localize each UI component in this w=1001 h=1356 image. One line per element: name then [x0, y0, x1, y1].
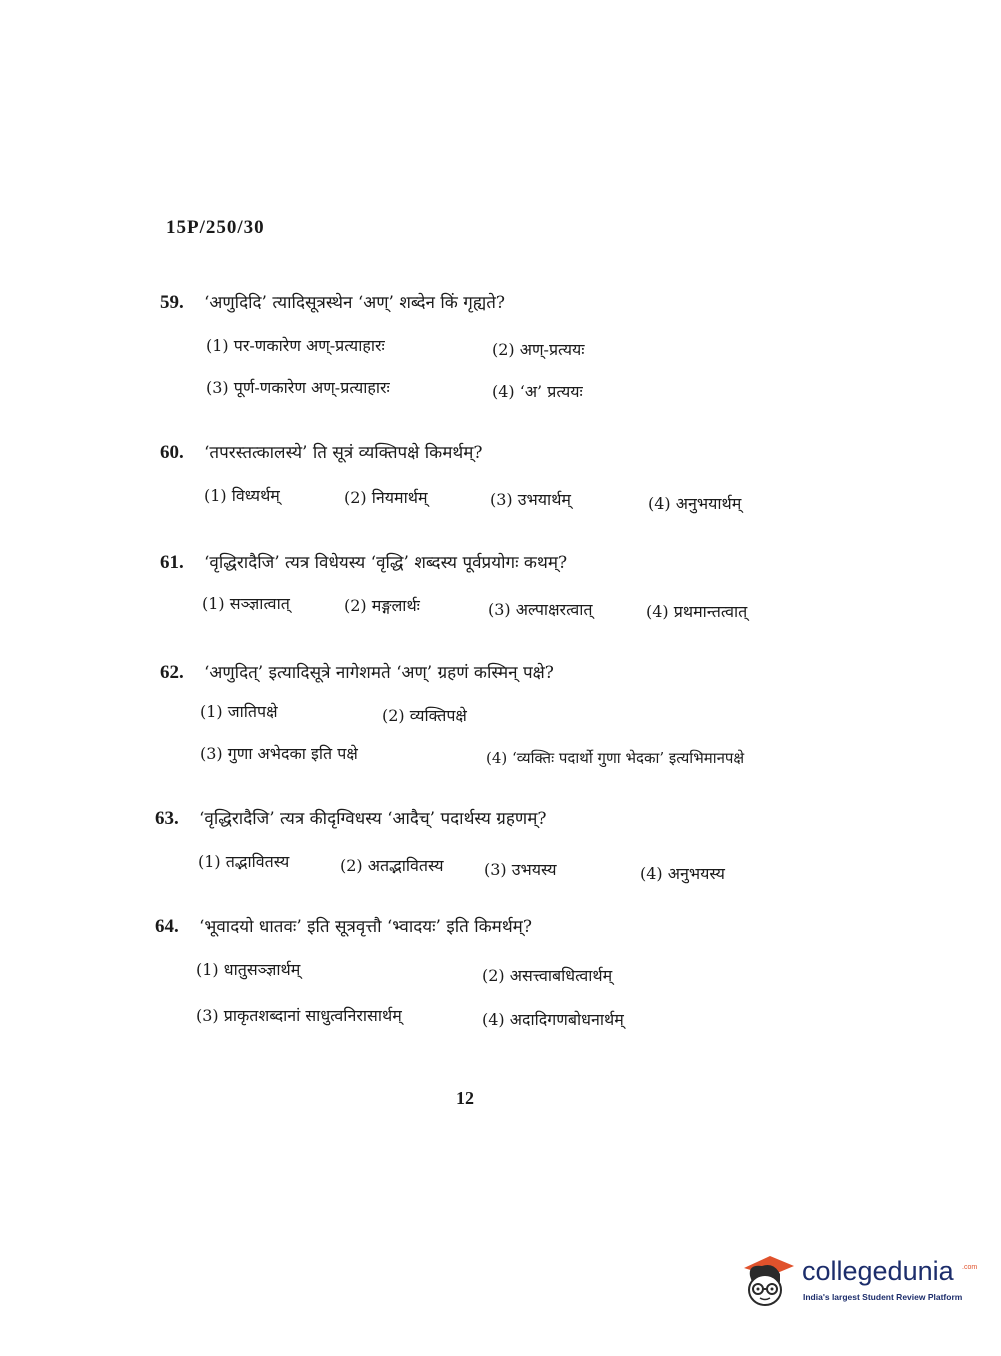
brand-name: collegedunia	[802, 1256, 954, 1286]
question-number: 62.	[160, 662, 184, 683]
student-mascot-icon	[740, 1252, 794, 1308]
collegedunia-watermark	[740, 1250, 978, 1310]
question-text: ‘तपरस्तत्कालस्ये’ ति सूत्रं व्यक्तिपक्षे किमर्थम्?	[204, 443, 483, 463]
option-3: (3) गुणा अभेदका इति पक्षे	[200, 744, 358, 763]
option-4: (4) अनुभयार्थम्	[648, 494, 742, 513]
paper-code: 15P/250/30	[166, 217, 265, 238]
question-text: ‘वृद्धिरादैजि’ त्यत्र विधेयस्य ‘वृद्धि’ शब्दस्य पूर्वप्रयोगः कथम्?	[204, 553, 568, 573]
option-1: (1) जातिपक्षे	[200, 702, 278, 721]
option-3: (3) उभयस्य	[484, 860, 557, 879]
option-2: (2) अतद्भावितस्य	[340, 856, 444, 875]
question-text: ‘अणुदित्’ इत्यादिसूत्रे नागेशमते ‘अण्’ ग्रहणं कस्मिन् पक्षे?	[204, 663, 554, 683]
option-4: (4) अदादिगणबोधनार्थम्	[482, 1010, 624, 1029]
question-number: 60.	[160, 442, 184, 463]
brand-tagline: India's largest Student Review Platform	[803, 1292, 963, 1302]
question-number: 59.	[160, 292, 184, 313]
option-4: (4) ‘व्यक्तिः पदार्थो गुणा भेदका’ इत्यभिमानपक्षे	[486, 749, 745, 767]
option-2: (2) असत्त्वाबधित्वार्थम्	[482, 966, 613, 985]
option-1: (1) सञ्ज्ञात्वात्	[202, 594, 290, 613]
brand-domain: .com	[962, 1264, 978, 1271]
question-text: ‘भूवादयो धातवः’ इति सूत्रवृत्तौ ‘भ्वादयः’ इति किमर्थम्?	[199, 917, 532, 937]
option-3: (3) प्राकृतशब्दानां साधुत्वनिरासार्थम्	[196, 1006, 402, 1025]
option-4: (4) प्रथमान्तत्वात्	[646, 602, 748, 621]
option-3: (3) उभयार्थम्	[490, 490, 571, 509]
option-4: (4) अनुभयस्य	[640, 864, 725, 883]
option-2: (2) अण्-प्रत्ययः	[492, 340, 585, 359]
option-1: (1) पर-णकारेण अण्-प्रत्याहारः	[206, 336, 385, 355]
option-1: (1) तद्भावितस्य	[198, 852, 290, 871]
option-1: (1) विध्यर्थम्	[204, 486, 280, 505]
option-2: (2) व्यक्तिपक्षे	[382, 706, 467, 725]
option-3: (3) अल्पाक्षरत्वात्	[488, 600, 593, 619]
option-2: (2) नियमार्थम्	[344, 488, 428, 507]
option-3: (3) पूर्ण-णकारेण अण्-प्रत्याहारः	[206, 378, 390, 397]
question-text: ‘वृद्धिरादैजि’ त्यत्र कीदृग्विधस्य ‘आदैच्’ पदार्थस्य ग्रहणम्?	[199, 809, 547, 829]
question-number: 64.	[155, 916, 179, 937]
page-number: 12	[456, 1088, 474, 1108]
option-4: (4) ‘अ’ प्रत्ययः	[492, 382, 583, 401]
question-number: 63.	[155, 808, 179, 829]
question-number: 61.	[160, 552, 184, 573]
question-text: ‘अणुदिदि’ त्यादिसूत्रस्थेन ‘अण्’ शब्देन किं गृह्यते?	[204, 293, 506, 313]
option-2: (2) मङ्गलार्थः	[344, 596, 420, 615]
option-1: (1) धातुसञ्ज्ञार्थम्	[196, 960, 301, 979]
